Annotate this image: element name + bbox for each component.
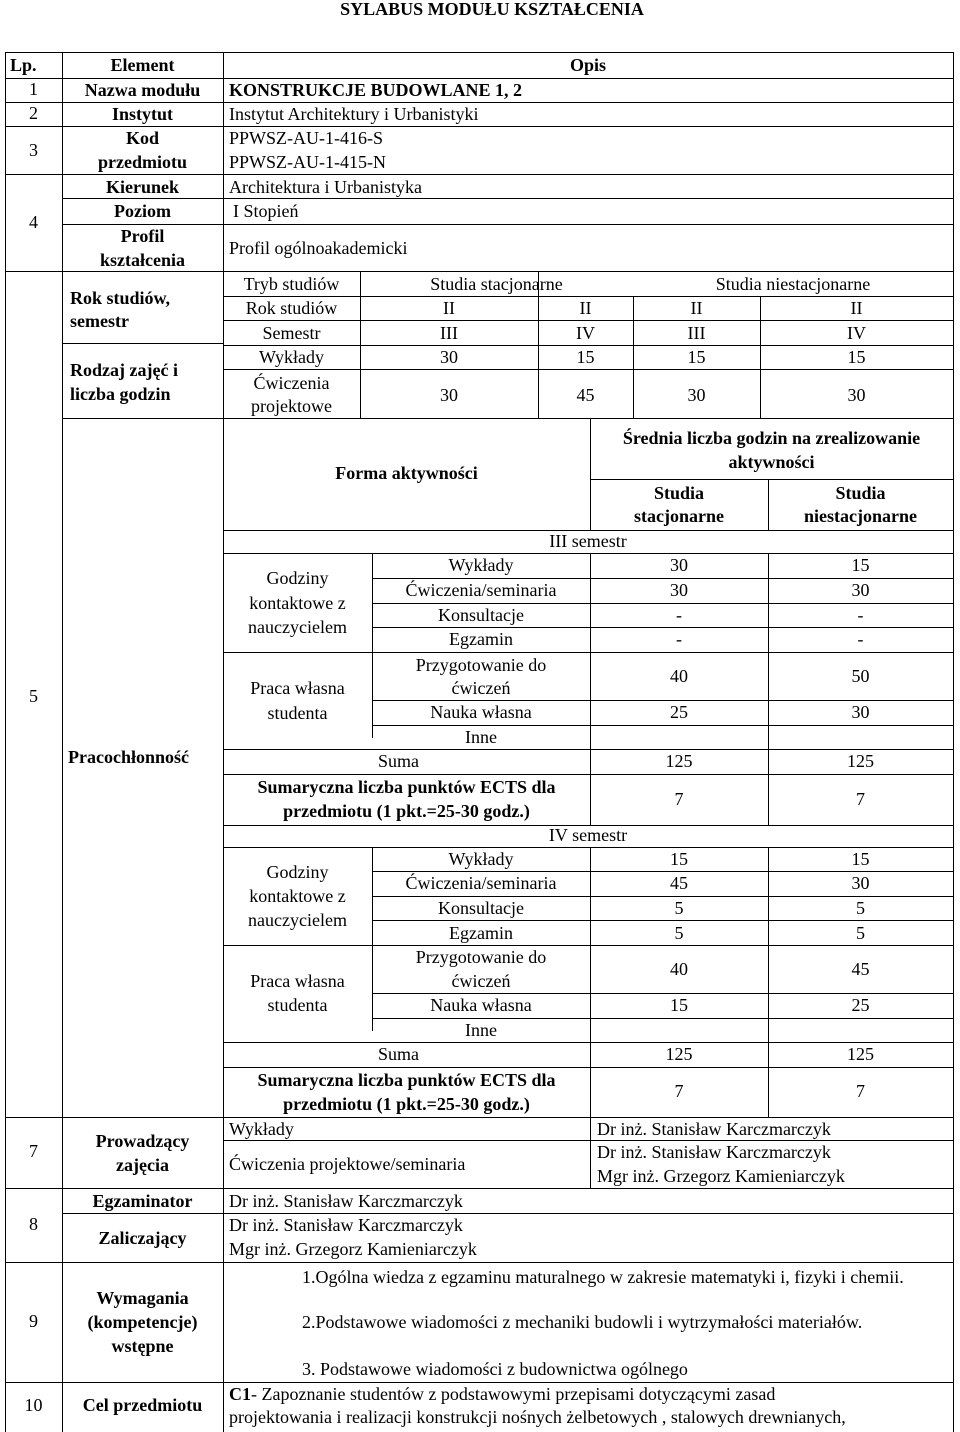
row-number: 4 [29,212,38,232]
header-lp: Lp. [10,55,37,75]
code-label: Kod [125,128,159,148]
cell: 125 [847,751,874,771]
cell: II [850,298,863,318]
requirement-1: 1.Ogólna wiedza z egzaminu maturalnego w zakresie matematyki i, fizyki i chemii. [302,1267,904,1287]
cell: 30 [440,385,458,405]
praca-label: studenta [267,995,328,1015]
col-stac-label: stacjonarne [634,506,724,526]
rok-label: semestr [70,311,129,331]
row-number: 5 [29,686,38,706]
header-opis: Opis [569,55,607,75]
poziom-label: Poziom [114,201,171,221]
cell: IV [576,323,595,343]
suma-label: Suma [378,1044,420,1064]
cell: 15 [851,849,870,869]
godziny-label: nauczycielem [248,617,347,637]
row-number: 2 [29,103,38,123]
praca-label: studenta [267,703,328,723]
rok-label: Rok studiów, [70,288,171,308]
cell: III [687,323,706,343]
cell: 15 [576,347,595,367]
poziom-value: I Stopień [233,201,299,221]
cell: 30 [670,555,688,575]
zaliczajacy-value: Dr inż. Stanisław Karczmarczyk [229,1215,463,1235]
module-name-label: Nazwa modułu [84,80,201,100]
activity-label: Nauka własna [430,702,532,722]
forma-label: Forma aktywności [335,463,478,483]
cell: 15 [670,995,688,1015]
lecturer-name: Mgr inż. Grzegorz Kamieniarczyk [597,1166,845,1186]
semester-3-title: III semestr [549,531,627,551]
godziny-label: kontaktowe z [249,886,346,906]
activity-label: Ćwiczenia/seminaria [405,873,557,893]
tryb-label: Tryb studiów [243,274,340,294]
egzaminator-value: Dr inż. Stanisław Karczmarczyk [229,1191,463,1211]
activity-label: Inne [465,1020,497,1040]
wyklady-label: Wykłady [229,1119,294,1139]
godziny-label: Godziny [266,568,329,588]
cell: 15 [847,347,866,367]
code-value-s: PPWSZ-AU-1-416-S [229,128,384,148]
cell: 15 [687,347,706,367]
cell: 30 [687,385,706,405]
institute-label: Instytut [111,104,173,124]
activity-label: Ćwiczenia/seminaria [405,580,557,600]
cell: 45 [670,873,688,893]
ects-label: przedmiotu (1 pkt.=25-30 godz.) [283,801,530,821]
lecturer-name: Dr inż. Stanisław Karczmarczyk [597,1142,831,1162]
row-number: 1 [29,79,38,99]
wyklady-row-label: Wykłady [259,347,324,367]
profil-label: kształcenia [100,250,185,270]
requirement-3: 3. Podstawowe wiadomości z budownictwa ogólnego [302,1359,688,1379]
cell: 125 [847,1044,874,1064]
cwiczenia-row-label: Ćwiczenia [253,373,330,393]
godziny-label: kontaktowe z [249,593,346,613]
srednia-label: Średnia liczba godzin na zrealizowanie [622,428,921,448]
cell: II [690,298,703,318]
niestac-label: Studia niestacjonarne [715,274,871,294]
activity-label: Wykłady [448,555,514,575]
cell: - [676,629,682,649]
cell: 30 [847,385,866,405]
praca-label: Praca własna [250,678,345,698]
cel-text: projektowania i realizacji konstrukcji nośnych żelbetowych , stalowych drewnianych, [229,1407,846,1427]
cell: 7 [856,1081,865,1101]
cell: 45 [851,959,870,979]
godziny-label: nauczycielem [248,910,347,930]
activity-label: Przygotowanie do [415,655,547,675]
activity-label: Egzamin [449,923,513,943]
header-element: Element [110,55,175,75]
ects-label: Sumaryczna liczba punktów ECTS dla [257,777,556,797]
profil-label: Profil [120,226,165,246]
wymagania-label: Wymagania [96,1288,189,1308]
cel-text: C1- Zapoznanie studentów z podstawowymi przepisami dotyczącymi zasad [229,1384,776,1404]
cell: 15 [851,555,870,575]
pracochlonnosc-label: Pracochłonność [68,747,189,767]
cell: II [579,298,592,318]
cell: 30 [670,580,688,600]
module-name-value: KONSTRUKCJE BUDOWLANE 1, 2 [229,80,523,100]
cell: 50 [851,666,870,686]
cwiczenia-row-label: projektowe [251,396,332,416]
stac-label: Studia stacjonarne [430,274,563,294]
activity-label: ćwiczeń [451,971,511,991]
col-stac-label: Studia [653,483,705,503]
kierunek-label: Kierunek [105,177,179,197]
cell: 30 [851,580,870,600]
activity-label: Inne [465,727,497,747]
cell: 30 [440,347,458,367]
row-number: 3 [29,140,38,160]
egzaminator-label: Egzaminator [92,1191,193,1211]
cell: 15 [670,849,688,869]
page-title: SYLABUS MODUŁU KSZTAŁCENIA [340,0,644,19]
cell: - [857,629,864,649]
rok-row-label: Rok studiów [245,298,338,318]
ects-label: Sumaryczna liczba punktów ECTS dla [257,1070,556,1090]
row-number: 8 [29,1214,38,1234]
profil-value: Profil ogólnoakademicki [229,238,408,258]
cell: 7 [674,789,684,809]
cell: III [440,323,458,343]
cell: II [443,298,455,318]
kierunek-value: Architektura i Urbanistyka [229,177,422,197]
code-value-n: PPWSZ-AU-1-415-N [229,152,386,172]
cell: 5 [674,923,684,943]
wymagania-label: wstępne [111,1336,174,1356]
cell: 7 [856,789,865,809]
prowadzacy-label: zajęcia [116,1155,169,1175]
lecturer-name: Dr inż. Stanisław Karczmarczyk [597,1119,831,1139]
cell: 45 [576,385,595,405]
activity-label: Wykłady [448,849,514,869]
praca-label: Praca własna [250,971,345,991]
cell: 5 [856,923,865,943]
institute-value: Instytut Architektury i Urbanistyki [229,104,479,124]
cell: 125 [665,751,693,771]
activity-label: Egzamin [449,629,513,649]
godziny-label: Godziny [266,862,329,882]
activity-label: Nauka własna [430,995,532,1015]
ects-label: przedmiotu (1 pkt.=25-30 godz.) [283,1094,530,1114]
cell: - [676,605,682,625]
suma-label: Suma [378,751,420,771]
srednia-label: aktywności [728,452,815,472]
cell: 125 [665,1044,693,1064]
cell: 5 [856,898,865,918]
code-label: przedmiotu [98,152,187,172]
zaliczajacy-label: Zaliczający [98,1228,187,1248]
activity-label: Konsultacje [438,605,524,625]
prowadzacy-label: Prowadzący [95,1131,190,1151]
cell: 25 [670,702,688,722]
cell: 40 [670,959,688,979]
rodzaj-label: Rodzaj zajęć i [70,360,178,380]
row-number: 10 [24,1395,43,1415]
row-number: 9 [29,1311,38,1331]
requirement-2: 2.Podstawowe wiadomości z mechaniki budowli i wytrzymałości materiałów. [302,1312,863,1332]
cell: - [857,605,864,625]
cell: 30 [851,873,870,893]
cell: IV [847,323,866,343]
zaliczajacy-value: Mgr inż. Grzegorz Kamieniarczyk [229,1239,477,1259]
cell: 7 [674,1081,684,1101]
cell: 40 [670,666,688,686]
wymagania-label: (kompetencje) [87,1312,198,1332]
activity-label: Przygotowanie do [415,947,547,967]
cwiczenia-label: Ćwiczenia projektowe/seminaria [229,1154,466,1174]
activity-label: ćwiczeń [451,678,511,698]
cell: 5 [674,898,684,918]
semestr-row-label: Semestr [262,323,321,343]
rodzaj-label: liczba godzin [70,384,171,404]
col-niestac-label: niestacjonarne [804,506,917,526]
cell: 25 [851,995,870,1015]
cell: 30 [851,702,870,722]
cel-label: Cel przedmiotu [82,1395,203,1415]
col-niestac-label: Studia [835,483,886,503]
semester-4-title: IV semestr [548,825,628,845]
activity-label: Konsultacje [438,898,524,918]
row-number: 7 [29,1141,38,1161]
